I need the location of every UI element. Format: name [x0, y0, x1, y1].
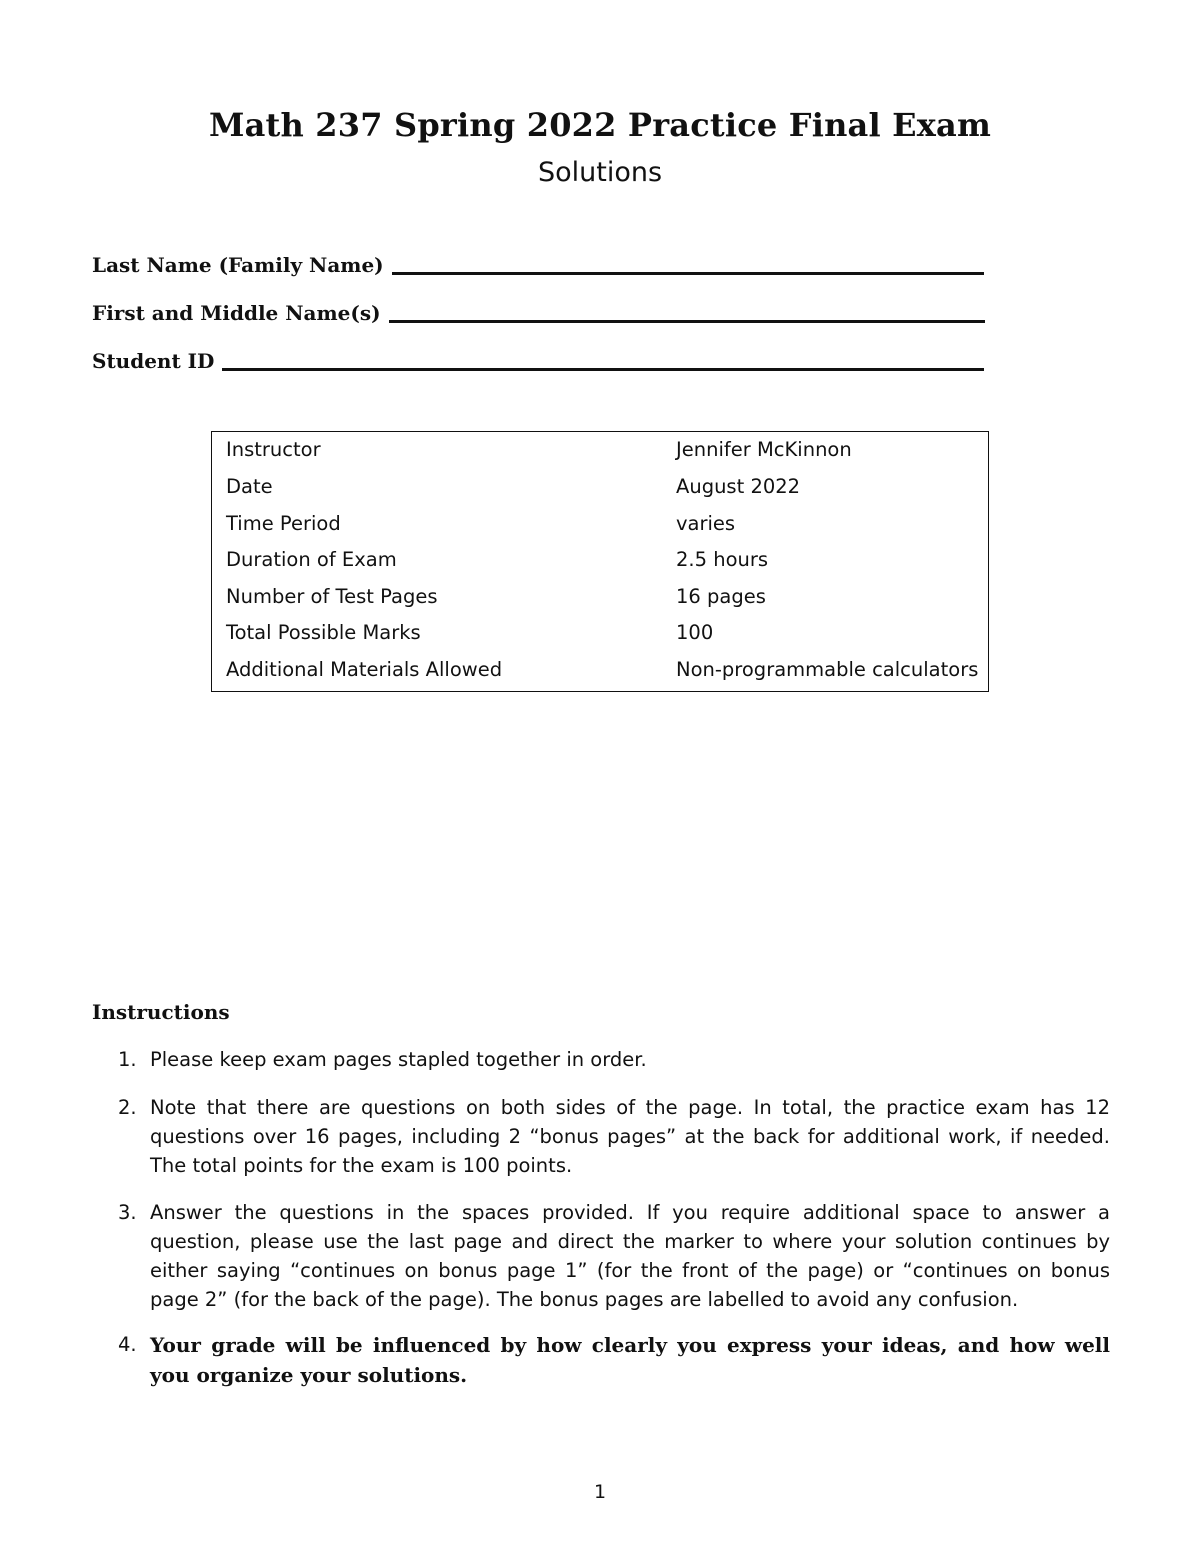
last-name-field	[92, 253, 984, 277]
first-name-field	[92, 301, 985, 325]
info-label: Total Possible Marks	[226, 621, 421, 644]
info-row-materials	[226, 658, 986, 688]
info-value: August 2022	[676, 475, 801, 498]
instruction-item	[118, 1045, 1110, 1074]
info-row-total-marks	[226, 621, 986, 651]
info-row-duration	[226, 548, 986, 578]
instruction-item	[118, 1198, 1110, 1314]
instruction-text: Your grade will be influenced by how clearly you express your ideas, and how well you organize your solutions.	[150, 1333, 1110, 1387]
info-row-instructor	[226, 438, 986, 468]
info-value: 100	[676, 621, 714, 644]
info-label: Date	[226, 475, 273, 498]
info-label: Duration of Exam	[226, 548, 397, 571]
info-label: Time Period	[226, 512, 341, 535]
info-value: 16 pages	[676, 585, 766, 608]
student-id-field	[92, 349, 984, 373]
last-name-line[interactable]	[392, 272, 984, 275]
instructions-heading: Instructions	[92, 1000, 230, 1024]
info-row-date	[226, 475, 986, 505]
info-label: Additional Materials Allowed	[226, 658, 503, 681]
instruction-item	[118, 1330, 1110, 1390]
exam-subtitle: Solutions	[537, 157, 663, 188]
first-name-label: First and Middle Name(s)	[92, 301, 381, 325]
exam-info-table	[211, 431, 989, 692]
instruction-item	[118, 1093, 1110, 1180]
student-id-label: Student ID	[92, 349, 215, 373]
instruction-number: 3.	[118, 1201, 137, 1224]
instruction-text: Please keep exam pages stapled together in order.	[150, 1048, 647, 1071]
student-id-line[interactable]	[222, 368, 984, 371]
instruction-text: Note that there are questions on both sides of the page. In total, the practice exam has 12 questions over 16 pages, including 2 “bonus pages” at the back for additional work, if needed. The total points for the exam is 100 points.	[150, 1096, 1110, 1177]
exam-title: Math 237 Spring 2022 Practice Final Exam	[208, 106, 992, 144]
instruction-number: 2.	[118, 1096, 137, 1119]
instruction-text: Answer the questions in the spaces provided. If you require additional space to answer a question, please use the last page and direct the marker to where your solution continues by either saying “continues on bonus page 1” (for the front of the page) or “continues on bonus page 2” (for the back of the page). The bonus pages are labelled to avoid any confusion.	[150, 1201, 1110, 1311]
info-value: Jennifer McKinnon	[676, 438, 852, 461]
first-name-line[interactable]	[389, 320, 985, 323]
info-value: varies	[676, 512, 736, 535]
info-row-test-pages	[226, 585, 986, 615]
page-number: 1	[593, 1481, 607, 1503]
info-value: 2.5 hours	[676, 548, 769, 571]
instruction-number: 4.	[118, 1333, 137, 1356]
last-name-label: Last Name (Family Name)	[92, 253, 384, 277]
info-value: Non-programmable calculators	[676, 658, 979, 681]
info-label: Instructor	[226, 438, 321, 461]
info-row-time-period	[226, 512, 986, 542]
info-label: Number of Test Pages	[226, 585, 438, 608]
instruction-number: 1.	[118, 1048, 137, 1071]
